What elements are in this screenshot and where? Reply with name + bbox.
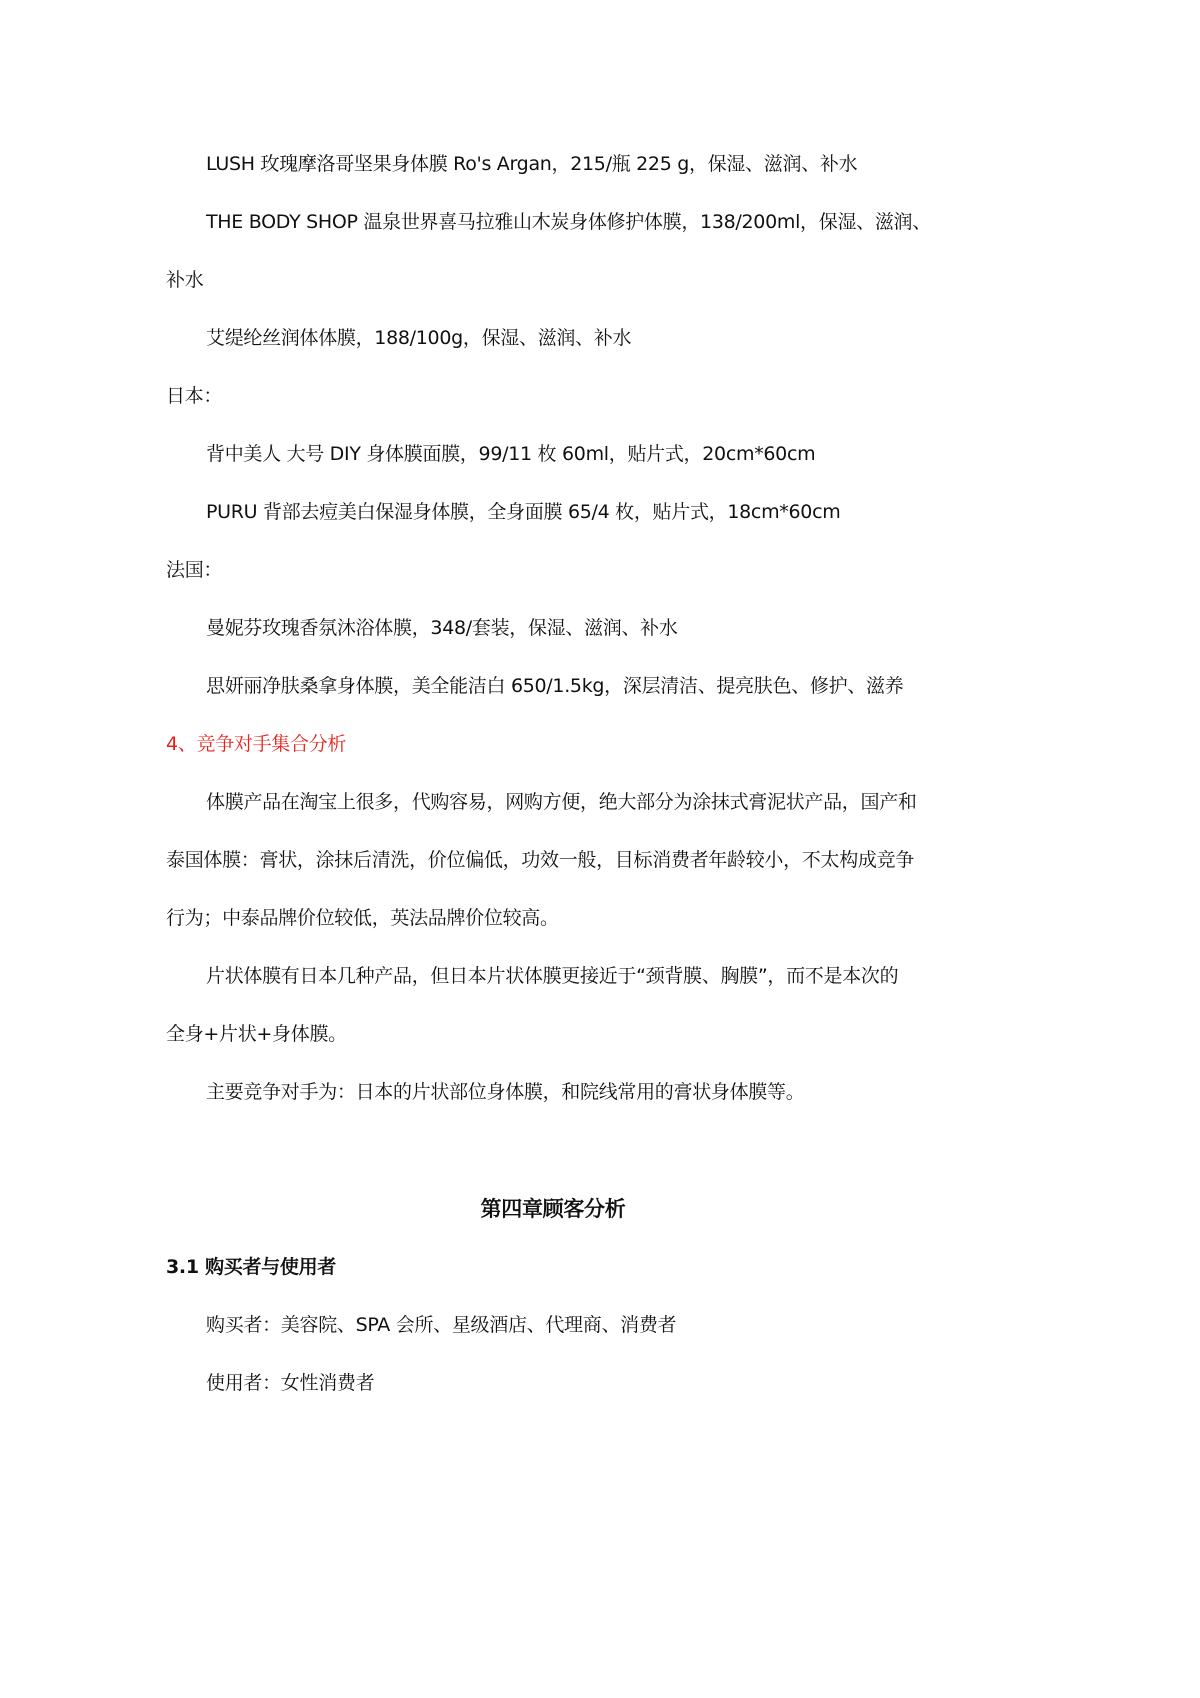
product-siyanli: 思妍丽净肤桑拿身体膜，美全能洁白 650/1.5kg，深层清洁、提亮肤色、修护、滋养 (206, 675, 904, 697)
product-body-shop-cont: 补水 (166, 269, 204, 291)
section-heading-competitors: 4、竞争对手集合分析 (166, 733, 347, 755)
users-line: 使用者：女性消费者 (206, 1372, 375, 1394)
paragraph-line: 行为；中泰品牌价位较低，英法品牌价位较高。 (166, 907, 559, 929)
paragraph-line: 片状体膜有日本几种产品，但日本片状体膜更接近于“颈背膜、胸膜”，而不是本次的 (206, 965, 899, 987)
product-manifen: 曼妮芬玫瑰香氛沐浴体膜，348/套装，保湿、滋润、补水 (206, 617, 678, 639)
country-france: 法国： (166, 559, 223, 581)
buyers-line: 购买者：美容院、SPA 会所、星级酒店、代理商、消费者 (206, 1314, 677, 1336)
product-lush: LUSH 玫瑰摩洛哥坚果身体膜 Ro's Argan，215/瓶 225 g，保湿、滋润、补水 (206, 153, 858, 175)
paragraph-line: 体膜产品在淘宝上很多，代购容易，网购方便，绝大部分为涂抹式膏泥状产品，国产和 (206, 791, 917, 813)
product-aitilun: 艾缇纶丝润体体膜，188/100g，保湿、滋润、补水 (206, 327, 632, 349)
product-senaka-bijin: 背中美人 大号 DIY 身体膜面膜，99/11 枚 60ml，贴片式，20cm*60cm (206, 443, 816, 465)
paragraph-line: 全身+片状+身体膜。 (166, 1023, 347, 1045)
chapter-title: 第四章顾客分析 (480, 1197, 626, 1221)
subsection-heading: 3.1 购买者与使用者 (166, 1256, 336, 1278)
paragraph-line: 主要竞争对手为：日本的片状部位身体膜，和院线常用的膏状身体膜等。 (206, 1081, 805, 1103)
product-body-shop: THE BODY SHOP 温泉世界喜马拉雅山木炭身体修护体膜，138/200ml，保湿、滋润、 (206, 211, 931, 233)
paragraph-line: 泰国体膜：膏状，涂抹后清洗，价位偏低，功效一般，目标消费者年龄较小，不太构成竞争 (166, 849, 915, 871)
product-puru: PURU 背部去痘美白保湿身体膜，全身面膜 65/4 枚，贴片式，18cm*60cm (206, 501, 841, 523)
country-japan: 日本： (166, 385, 223, 407)
